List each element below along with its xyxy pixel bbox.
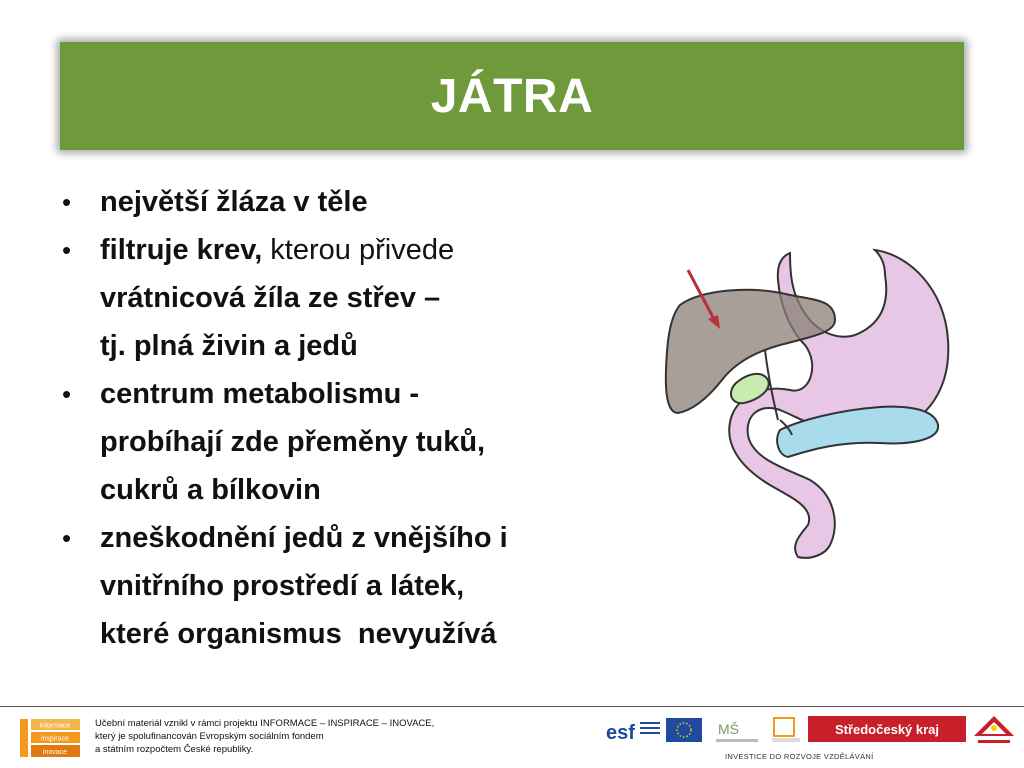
- jesenice-logo: [972, 714, 1016, 754]
- svg-text:MŠ: MŠ: [718, 721, 739, 737]
- bullet-text: filtruje krev,: [100, 234, 263, 266]
- bullet-dot: •: [62, 235, 72, 265]
- invest-label: INVESTICE DO ROZVOJE VZDĚLÁVÁNÍ: [725, 752, 874, 761]
- logo-line-1: informace: [39, 722, 71, 730]
- slide-title: JÁTRA: [430, 69, 594, 123]
- bullet-text: cukrů a bílkovin: [100, 474, 321, 506]
- bullet-line: [100, 514, 618, 562]
- bullet-line: [100, 562, 618, 610]
- bullet-line: [100, 226, 618, 274]
- bullet-text: vnitřního prostředí a látek,: [100, 570, 465, 602]
- bullet-text: tj. plná živin a jedů: [100, 330, 358, 362]
- region-logo: Středočeský kraj: [808, 716, 966, 742]
- bullet-text: které organismus nevyužívá: [100, 618, 497, 650]
- bullet-item: [58, 226, 618, 370]
- bullet-list: [58, 178, 618, 658]
- bullet-line: [100, 418, 618, 466]
- logo-line-2: inspirace: [40, 735, 70, 743]
- footer: [0, 707, 1024, 768]
- bullet-line: [100, 274, 618, 322]
- bullet-line: [100, 322, 618, 370]
- msmt-logo: [712, 716, 762, 746]
- esf-logo: [604, 716, 662, 746]
- esf-label: esf: [606, 722, 635, 744]
- eu-flag-icon: [666, 718, 702, 742]
- footer-text: [95, 717, 515, 756]
- bullet-text: kterou přivede: [262, 234, 455, 266]
- sponsor-logos: [600, 712, 1020, 766]
- bullet-text: probíhají zde přeměny tuků,: [100, 426, 486, 458]
- bullet-item: [58, 514, 618, 658]
- bullet-line: [100, 466, 618, 514]
- digestive-organs-illustration: [640, 245, 960, 575]
- bullet-text: vrátnicová žíla ze střev –: [100, 282, 441, 314]
- bullet-line: [100, 370, 618, 418]
- informace-inspirace-inovace-logo: [18, 715, 82, 761]
- op-logo: [770, 716, 802, 746]
- bullet-text: největší žláza v těle: [100, 186, 368, 218]
- footer-text-line: který je spolufinancován Evropským sociálním fondem: [95, 731, 324, 742]
- logo-line-3: inovace: [42, 749, 68, 756]
- bullet-item: [58, 370, 618, 514]
- title-bar: [60, 42, 964, 150]
- bullet-dot: •: [62, 523, 72, 553]
- footer-text-line: a státním rozpočtem České republiky.: [95, 744, 254, 755]
- bullet-text: centrum metabolismu -: [100, 378, 420, 410]
- footer-text-line: Učební materiál vznikl v rámci projektu INFORMACE – INSPIRACE – INOVACE,: [95, 718, 435, 729]
- bullet-item: [58, 178, 618, 226]
- bullet-dot: •: [62, 379, 72, 409]
- bullet-line: [100, 178, 618, 226]
- bullet-text: zneškodnění jedů z vnějšího i: [100, 522, 508, 554]
- bullet-line: [100, 610, 618, 658]
- bullet-dot: •: [62, 187, 72, 217]
